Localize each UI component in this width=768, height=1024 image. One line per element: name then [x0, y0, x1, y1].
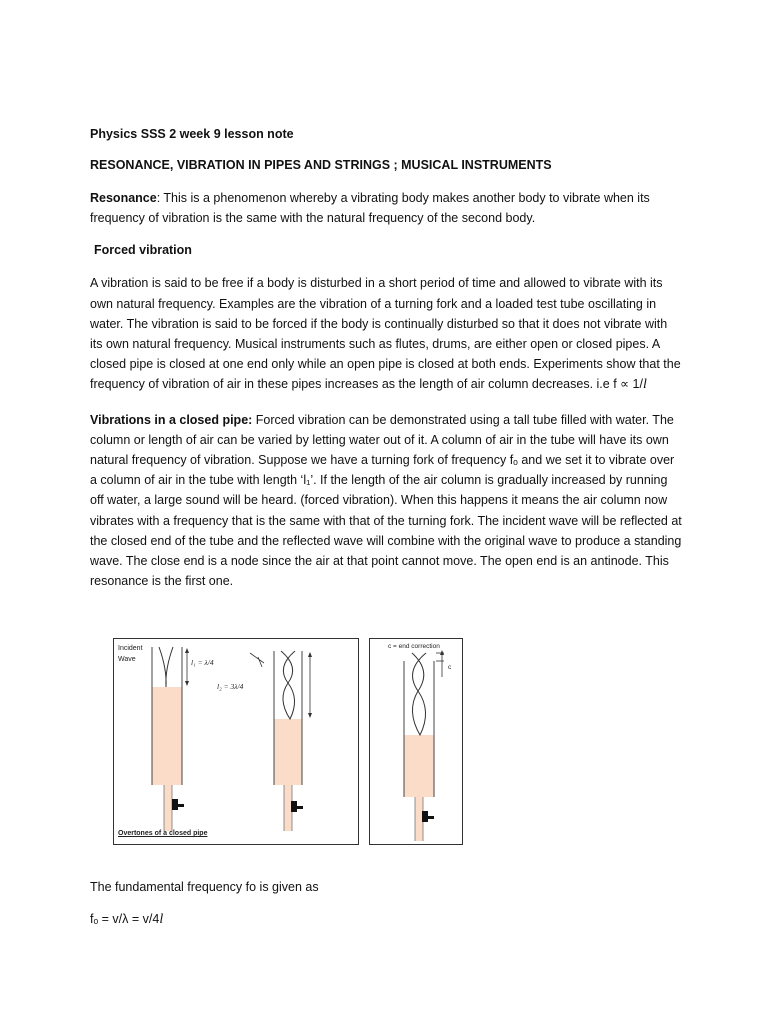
overtones-diagram	[114, 639, 358, 844]
document-body	[90, 126, 682, 605]
l1-equation: l₁ = λ/4	[191, 658, 214, 667]
forced-vibration-text: A vibration is said to be free if a body is disturbed in a short period of time and allowed to vibrate with its own natural frequency. Examples are the vibration of a turning fork and a loaded test tube oscillating in water. The vibration is said to be forced if the body is continually disturbed so that it does not vibrate with its own natural frequency. Musical instruments such as flutes, drums, are either open or closed pipes. A closed pipe is closed at one end only while an open pipe is closed at both ends. Experiments show that the frequency of vibration of air in these pipes increases as the length of air column decreases. i.e f ∝ 1/	[90, 276, 681, 392]
forced-vibration-heading: Forced vibration	[94, 243, 192, 258]
water-column-1	[152, 687, 182, 785]
resonance-definition: : This is a phenomenon whereby a vibrating body makes another body to vibrate when its frequency of vibration is the same with the natural frequency of the second body.	[90, 191, 650, 226]
water-column-3	[404, 735, 434, 797]
standing-wave-1	[159, 647, 173, 687]
incident-label: Incident	[118, 645, 143, 652]
l2-equation: l₂ = 3λ/4	[217, 682, 244, 691]
resonance-paragraph	[90, 188, 682, 228]
closed-pipe-figure	[113, 638, 463, 848]
incident-wave-label	[118, 643, 143, 665]
fundamental-frequency-text: The fundamental frequency fo is given as	[90, 880, 319, 894]
document-heading: Physics SSS 2 week 9 lesson note	[90, 127, 294, 141]
figure-caption: Overtones of a closed pipe	[118, 830, 208, 837]
resonance-term: Resonance	[90, 191, 157, 205]
closed-pipe-term: Vibrations in a closed pipe:	[90, 412, 253, 427]
topic-title: RESONANCE, VIBRATION IN PIPES AND STRINGS ; MUSICAL INSTRUMENTS	[90, 158, 552, 172]
drain-pipe-3	[415, 797, 423, 841]
end-correction-label: c = end correction	[388, 643, 440, 650]
closed-pipe-text: Forced vibration can be demonstrated using a tall tube filled with water. The column or length of air can be varied by letting water out of it. A column of air in the tube will have its own natural frequency of vibration. Suppose we have a turning fork of frequency fₒ and we set it to vibrate over a column of air in the tube with length ‘l₁’. If the length of the air column is gradually increased by running off water, a large sound will be heard. (forced vibration). When this happens it means the air column now vibrates with a frequency that is the same with that of the turning fork. The incident wave will be reflected at the closed end of the tube and the reflected wave will combine with the original wave to produce a standing wave. The close end is a node since the air at that point cannot move. The open end is an antinode. This resonance is the first one.	[90, 412, 682, 589]
formula-variable: l	[159, 912, 164, 927]
closed-pipe-paragraph	[90, 410, 682, 592]
fundamental-formula	[90, 911, 163, 928]
forced-vibration-paragraph	[90, 273, 682, 395]
formula-text: fₒ = v/λ = v/4	[90, 912, 160, 926]
standing-wave-2	[281, 651, 295, 719]
forced-variable: l	[642, 377, 647, 393]
overtones-panel	[113, 638, 359, 845]
standing-wave-3	[412, 653, 426, 735]
water-column-2	[274, 719, 302, 785]
wave-label: Wave	[118, 656, 136, 663]
drain-pipe-1	[164, 785, 172, 831]
c-label: c	[448, 664, 452, 671]
drain-pipe-2	[284, 785, 292, 831]
